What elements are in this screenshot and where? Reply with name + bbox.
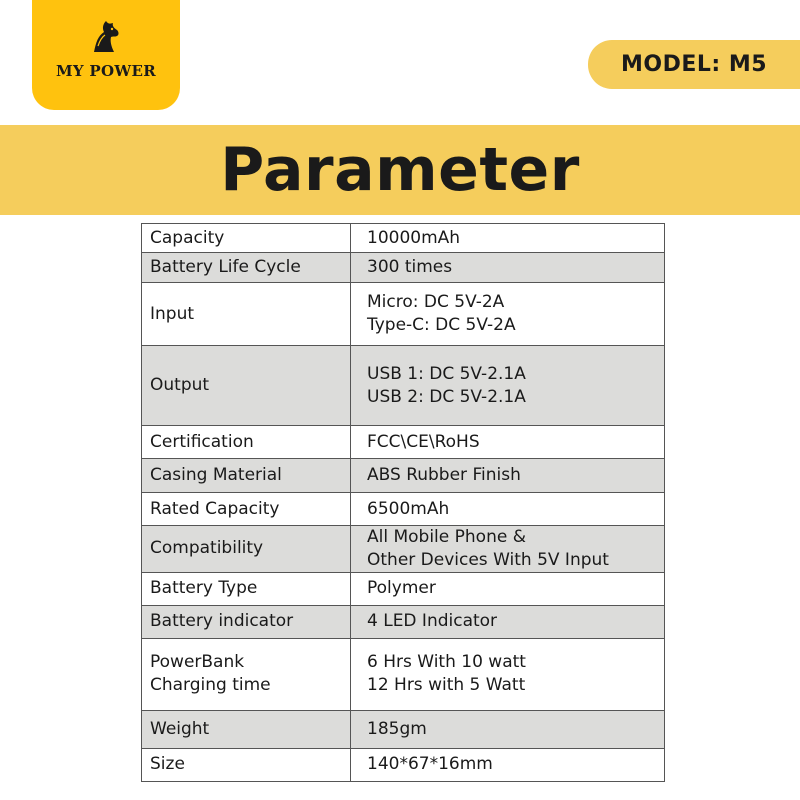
title-banner bbox=[0, 125, 800, 215]
spec-label: Input bbox=[142, 283, 351, 346]
spec-row bbox=[142, 526, 665, 573]
spec-row bbox=[142, 748, 665, 781]
spec-value: 140*67*16mm bbox=[351, 748, 665, 781]
spec-table bbox=[141, 223, 665, 782]
spec-value-line: Type-C: DC 5V-2A bbox=[367, 315, 516, 335]
spec-label bbox=[142, 638, 351, 710]
spec-label: Compatibility bbox=[142, 526, 351, 573]
spec-row bbox=[142, 493, 665, 526]
spec-row bbox=[142, 710, 665, 748]
spec-row bbox=[142, 253, 665, 283]
spec-value-line: USB 2: DC 5V-2.1A bbox=[367, 386, 526, 407]
spec-value: 6500mAh bbox=[351, 493, 665, 526]
spec-value: Polymer bbox=[351, 572, 665, 605]
spec-label: Weight bbox=[142, 710, 351, 748]
spec-value-line: 6 Hrs With 10 watt bbox=[367, 652, 526, 673]
spec-value: FCC\CE\RoHS bbox=[351, 426, 665, 459]
spec-label: Casing Material bbox=[142, 459, 351, 493]
spec-row bbox=[142, 459, 665, 493]
spec-row bbox=[142, 572, 665, 605]
spec-row bbox=[142, 605, 665, 638]
spec-value bbox=[351, 526, 665, 573]
spec-label: Battery Type bbox=[142, 572, 351, 605]
brand-logo bbox=[32, 0, 180, 110]
spec-value-line: All Mobile Phone & bbox=[367, 527, 526, 547]
spec-value-line: Micro: DC 5V-2A bbox=[367, 292, 505, 313]
spec-row bbox=[142, 426, 665, 459]
page-title: Parameter bbox=[220, 135, 580, 205]
spec-label-line: PowerBank bbox=[150, 652, 245, 673]
spec-label: Battery indicator bbox=[142, 605, 351, 638]
horse-head-icon bbox=[86, 16, 126, 56]
spec-value: ABS Rubber Finish bbox=[351, 459, 665, 493]
spec-value bbox=[351, 638, 665, 710]
spec-value: 10000mAh bbox=[351, 224, 665, 253]
spec-label-line: Charging time bbox=[150, 675, 271, 696]
spec-row bbox=[142, 346, 665, 426]
spec-value bbox=[351, 283, 665, 346]
spec-value: 300 times bbox=[351, 253, 665, 283]
spec-value: 4 LED Indicator bbox=[351, 605, 665, 638]
spec-label: Rated Capacity bbox=[142, 493, 351, 526]
spec-label: Battery Life Cycle bbox=[142, 253, 351, 283]
brand-name: MY POWER bbox=[55, 62, 157, 80]
spec-row bbox=[142, 224, 665, 253]
spec-label: Size bbox=[142, 748, 351, 781]
spec-label: Certification bbox=[142, 426, 351, 459]
spec-label: Capacity bbox=[142, 224, 351, 253]
spec-value-line: USB 1: DC 5V-2.1A bbox=[367, 363, 526, 384]
spec-value bbox=[351, 346, 665, 426]
spec-row bbox=[142, 283, 665, 346]
spec-label: Output bbox=[142, 346, 351, 426]
spec-value-line: Other Devices With 5V Input bbox=[367, 549, 609, 570]
spec-row bbox=[142, 638, 665, 710]
spec-value: 185gm bbox=[351, 710, 665, 748]
model-badge: MODEL: M5 bbox=[588, 40, 800, 89]
spec-value-line: 12 Hrs with 5 Watt bbox=[367, 675, 526, 696]
